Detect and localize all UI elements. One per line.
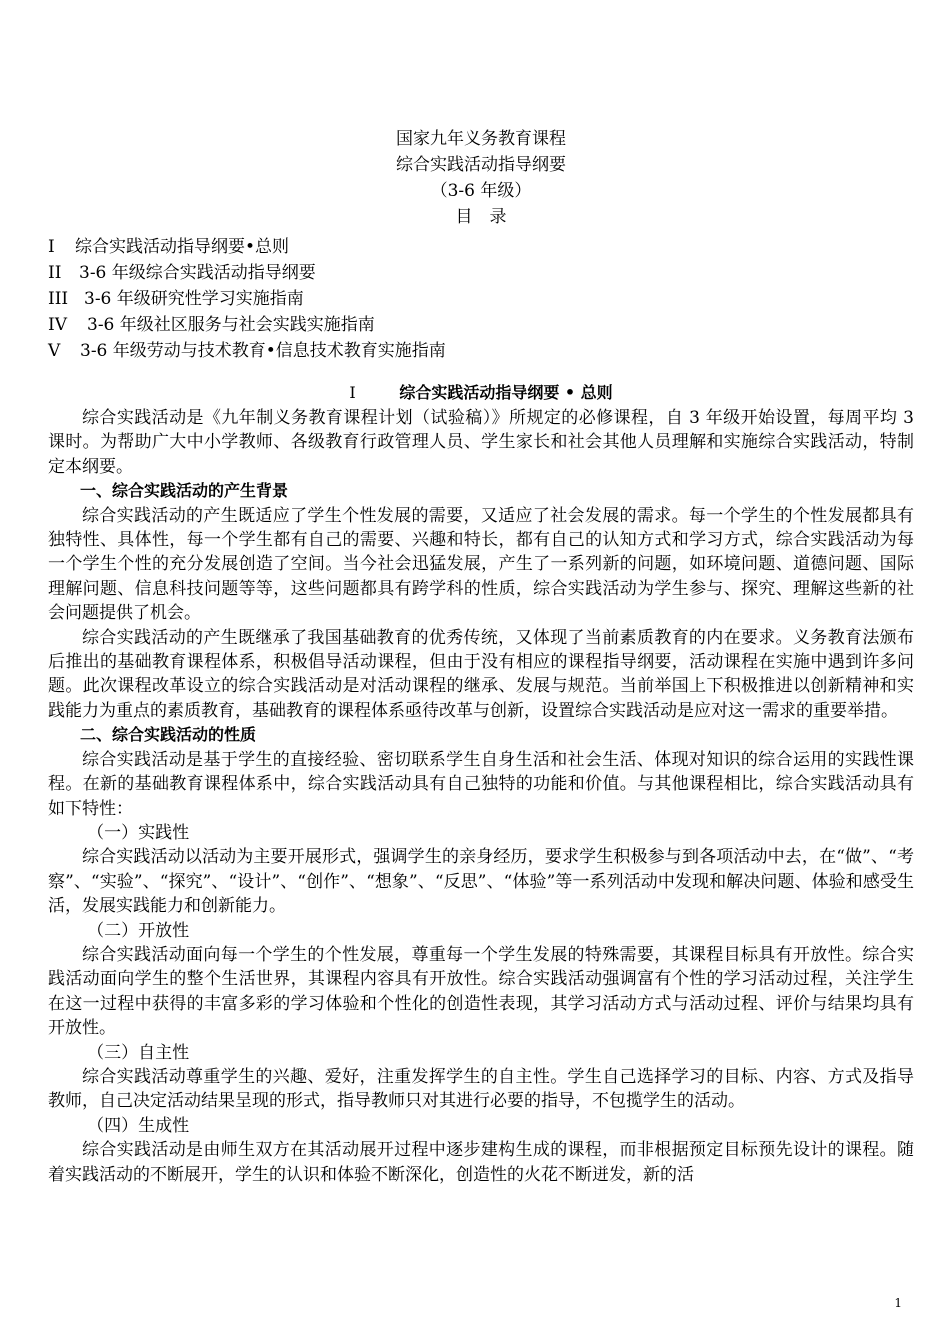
heading-background: 一、综合实践活动的产生背景 (80, 481, 289, 501)
toc-item (48, 234, 914, 260)
section-number: I (349, 383, 356, 402)
toc-item-number: V (48, 341, 61, 361)
toc-heading: 目 录 (455, 207, 507, 227)
toc-item-text: 3-6 年级社区服务与社会实践实施指南 (87, 315, 375, 335)
subheading-generativity: （四）生成性 (87, 1115, 190, 1136)
toc-item-text: 综合实践活动指导纲要•总则 (75, 237, 290, 257)
table-of-contents (48, 234, 914, 364)
toc-item-text: 3-6 年级劳动与技术教育•信息技术教育实施指南 (80, 341, 446, 361)
toc-item-text: 3-6 年级综合实践活动指导纲要 (79, 263, 316, 283)
paragraph: 综合实践活动是基于学生的直接经验、密切联系学生自身生活和社会生活、体现对知识的综合运用的实践性课程。在新的基础教育课程体系中，综合实践活动具有自己独特的功能和价值。与其他课程相比，综合实践活动具有如下特性： (48, 749, 914, 819)
grade-range: （3-6 年级） (430, 181, 532, 201)
course-title: 国家九年义务教育课程 (396, 129, 566, 149)
heading-nature: 二、综合实践活动的性质 (80, 725, 257, 745)
section-title: 综合实践活动指导纲要 • 总则 (399, 383, 613, 402)
intro-paragraph: 综合实践活动是《九年制义务教育课程计划（试验稿）》所规定的必修课程，自 3 年级开始设置，每周平均 3 课时。为帮助广大中小学教师、各级教育行政管理人员、学生家长和社会其他人员理解和实施综合实践活动，特制定本纲要。 (48, 408, 914, 477)
document-page (48, 126, 914, 1187)
subheading-openness: （二）开放性 (87, 920, 190, 941)
subheading-autonomy: （三）自主性 (87, 1042, 190, 1063)
toc-item-number: I (48, 237, 55, 257)
section-heading (48, 380, 914, 406)
toc-item-number: II (48, 263, 62, 283)
toc-item (48, 260, 914, 286)
subheading-practicality: （一）实践性 (87, 822, 190, 843)
toc-item-text: 3-6 年级研究性学习实施指南 (84, 289, 304, 309)
document-title: 综合实践活动指导纲要 (396, 155, 566, 175)
paragraph: 综合实践活动尊重学生的兴趣、爱好，注重发挥学生的自主性。学生自己选择学习的目标、内容、方式及指导教师，自己决定活动结果呈现的形式，指导教师只对其进行必要的指导，不包揽学生的活动。 (48, 1066, 914, 1112)
toc-item-number: IV (48, 315, 67, 335)
toc-item (48, 312, 914, 338)
paragraph: 综合实践活动的产生既继承了我国基础教育的优秀传统，又体现了当前素质教育的内在要求。义务教育法颁布后推出的基础教育课程体系，积极倡导活动课程，但由于没有相应的课程指导纲要，活动课程在实施中遇到许多问题。此次课程改革设立的综合实践活动是对活动课程的继承、发展与规范。当前举国上下积极推进以创新精神和实践能力为重点的素质教育，基础教育的课程体系亟待改革与创新，设置综合实践活动是应对这一需求的重要举措。 (48, 627, 914, 721)
toc-item-number: III (48, 289, 69, 309)
paragraph: 综合实践活动以活动为主要开展形式，强调学生的亲身经历，要求学生积极参与到各项活动中去，在“做”、“考察”、“实验”、“探究”、“设计”、“创作”、“想象”、“反思”、“体验”等一系列活动中发现和解决问题、体验和感受生活，发展实践能力和创新能力。 (48, 847, 914, 917)
paragraph: 综合实践活动是由师生双方在其活动展开过程中逐步建构生成的课程，而非根据预定目标预先设计的课程。随着实践活动的不断展开，学生的认识和体验不断深化，创造性的火花不断迸发，新的活 (48, 1140, 914, 1185)
toc-item (48, 338, 914, 364)
paragraph: 综合实践活动面向每一个学生的个性发展，尊重每一个学生发展的特殊需要，其课程目标具有开放性。综合实践活动面向学生的整个生活世界，其课程内容具有开放性。综合实践活动强调富有个性的学习活动过程，关注学生在这一过程中获得的丰富多彩的学习体验和个性化的创造性表现，其学习活动方式与活动过程、评价与结果均具有开放性。 (48, 944, 914, 1039)
toc-item (48, 286, 914, 312)
paragraph: 综合实践活动的产生既适应了学生个性发展的需要，又适应了社会发展的需求。每一个学生的个性发展都具有独特性、具体性，每一个学生都有自己的需要、兴趣和特长，都有自己的认知方式和学习方式，综合实践活动为每一个学生个性的充分发展创造了空间。当今社会迅猛发展，产生了一系列新的问题，如环境问题、道德问题、国际理解问题、信息科技问题等等，这些问题都具有跨学科的性质，综合实践活动为学生参与、探究、理解这些新的社会问题提供了机会。 (48, 505, 914, 624)
page-number: 1 (894, 1296, 902, 1310)
